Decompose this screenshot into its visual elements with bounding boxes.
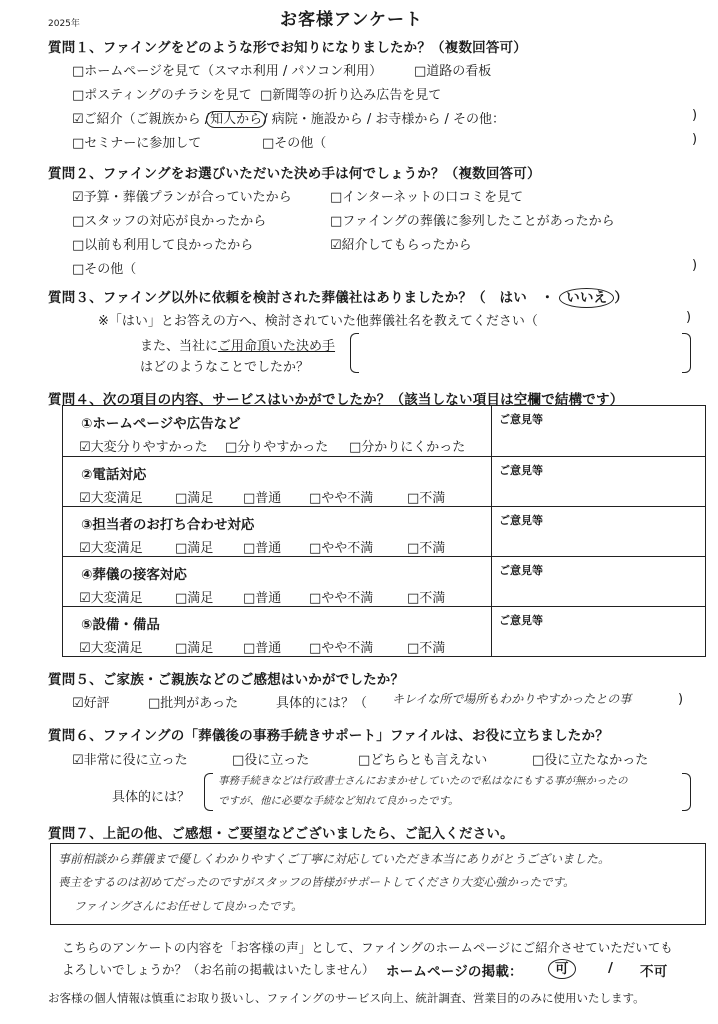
q3-deciding-line1 [140,335,335,354]
publish-slash: / [608,960,614,976]
q4-row-title: ③担当者のお打ち合わせ対応 [81,517,255,533]
q4-opt[interactable]: □満足 [175,591,214,606]
q4-row [62,457,706,507]
q6-bracket-left [204,773,213,811]
publish-deny-option[interactable]: 不可 [640,964,668,980]
q2-opt-staff[interactable]: □スタッフの対応が良かったから [72,214,267,229]
q3-question [48,286,628,306]
q5-close: ) [678,692,684,707]
q3-answer-circled: いいえ [559,288,614,308]
q3-bracket-right [682,333,691,373]
q3-close: ） [614,290,629,306]
q4-row-title: ①ホームページや広告など [81,416,241,432]
q4-opinion-label: ご意見等 [499,614,543,627]
q4-row-title: ④葬儀の接客対応 [81,567,187,583]
consent-line1: こちらのアンケートの内容を「お客様の声」として、ファイングのホームページにご紹介させていただいても [62,940,673,955]
q7-question: 質問７、上記の他、ご感想・ご要望などございましたら、ご記入ください。 [48,826,514,842]
q1-opt-posting[interactable]: □ポスティングのチラシを見て [72,88,252,103]
q4-opinion-label: ご意見等 [499,514,543,527]
q4-opinion-label: ご意見等 [499,564,543,577]
consent-line2: よろしいでしょうか？（お名前の掲載はいたしません） [62,962,375,977]
privacy-notice: お客様の個人情報は慎重にお取り扱いし、ファイングのサービス向上、統計調査、営業目的のみに使用いたします。 [48,991,645,1005]
q4-row [62,405,706,457]
checkbox-checked[interactable]: ☑ [72,112,84,127]
q4-opt[interactable]: □満足 [175,641,214,656]
q6-specific-label: 具体的には？ [112,790,191,805]
q1-opt-introduction[interactable] [72,108,505,127]
q4-opt[interactable]: □やや不満 [309,491,374,506]
q6-opt-very-useful[interactable]: ☑非常に役に立った [72,753,188,768]
q1-question: 質問１、ファイングをどのような形でお知りになりましたか？（複数回答可） [48,40,527,56]
q4-opt[interactable]: □不満 [407,541,446,556]
q5-handwritten-answer: キレイな所で場所もわかりやすかったとの事 [392,692,632,706]
q3-deciding-line2: はどのようなことでしたか？ [140,360,310,375]
q4-opt[interactable]: ☑大変満足 [79,641,143,656]
q3-question-text: 質問３、ファイング以外に依頼を検討された葬儀社はありましたか？（ はい ・ [48,290,555,306]
q4-opinion-label: ご意見等 [499,413,543,426]
publish-label: ホームページの掲載： [386,964,523,980]
q2-opt-attended[interactable]: □ファイングの葬儀に参列したことがあったから [330,214,615,229]
q3-note: ※「はい」とお答えの方へ、検討されていた他葬儀社名を教えてください（ [98,314,538,329]
q4-row-options [79,487,446,506]
q3-deciding-underlined: ご用命頂いた決め手 [218,339,336,354]
q6-opt-not-useful[interactable]: □役に立たなかった [532,753,649,768]
q4-row-options [79,436,466,455]
q4-opt[interactable]: □分りやすかった [225,440,329,455]
q1-intro-circled-choice: 知人から [206,111,266,128]
q4-opt[interactable]: □やや不満 [309,541,374,556]
q4-opt[interactable]: □普通 [243,641,282,656]
q4-row-options [79,587,446,606]
q4-opt[interactable]: ☑大変分りやすかった [79,440,208,455]
q4-opt[interactable]: ☑大変満足 [79,541,143,556]
year-label: 2025年 [48,19,80,29]
q4-opt[interactable]: □不満 [407,641,446,656]
q4-opt[interactable]: □分かりにくかった [349,440,466,455]
q4-opt[interactable]: □不満 [407,591,446,606]
q4-question: 質問４、次の項目の内容、サービスはいかがでしたか？（該当しない項目は空欄で結構です） [48,392,624,408]
q6-bracket-right [682,773,691,811]
q4-row-title: ②電話対応 [81,467,147,483]
q5-specific-label: 具体的には？（ [276,696,368,711]
q1-opt-homepage[interactable]: □ホームページを見て（スマホ利用 / パソコン利用） [72,64,383,79]
q5-question: 質問５、ご家族・ご親族などのご感想はいかがでしたか？ [48,672,405,688]
q4-row-title: ⑤設備・備品 [81,617,160,633]
page-title: お客様アンケート [280,10,423,30]
q2-opt-used[interactable]: □以前も利用して良かったから [72,238,254,253]
q4-opt[interactable]: □満足 [175,541,214,556]
q4-opt[interactable]: ☑大変満足 [79,491,143,506]
q2-question: 質問２、ファイングをお選びいただいた決め手は何でしょうか？（複数回答可） [48,166,541,182]
q6-handwritten-line1: 事務手続きなどは行政書士さんにおまかせしていたので私はなにもする事が無かったの [218,775,628,787]
q4-opt[interactable]: □普通 [243,541,282,556]
q2-opt-plan[interactable]: ☑予算・葬儀プランが合っていたから [72,190,292,205]
q1-intro-text-b: / 病院・施設から / お寺様から / その他： [263,112,505,127]
q5-opt-critic[interactable]: □批判があった [148,696,239,711]
q4-opt[interactable]: □やや不満 [309,591,374,606]
q1-opt-seminar[interactable]: □セミナーに参加して [72,136,202,151]
q4-opt[interactable]: □普通 [243,591,282,606]
q4-opt[interactable]: □不満 [407,491,446,506]
q6-opt-useful[interactable]: □役に立った [232,753,310,768]
q4-opt[interactable]: □やや不満 [309,641,374,656]
q1-close-paren-1: ) [692,108,698,123]
q4-row [62,557,706,607]
q6-question: 質問６、ファイングの「葬儀後の事務手続きサポート」ファイルは、お役に立ちましたか？ [48,728,609,744]
q4-opinion-label: ご意見等 [499,464,543,477]
q5-opt-good[interactable]: ☑好評 [72,696,110,711]
q4-row-options [79,637,446,656]
q2-opt-other[interactable]: □その他（ [72,262,137,277]
q2-opt-referred[interactable]: ☑紹介してもらったから [330,238,472,253]
q6-handwritten-line2: ですが、他に必要な手続など知れて良かったです。 [218,795,459,807]
q1-opt-other[interactable]: □その他（ [262,136,327,151]
q3-note-close: ) [686,310,692,325]
q3-bracket-left [350,333,359,373]
q1-close-paren-2: ) [692,132,698,147]
q7-handwritten-line3: ファイングさんにお任せして良かったです。 [74,899,303,913]
q2-close-paren: ) [692,258,698,273]
q1-opt-sign[interactable]: □道路の看板 [414,64,492,79]
q7-handwritten-line1: 事前相談から葬儀まで優しくわかりやすくご丁寧に対応していただき本当にありがとうございました。 [58,852,611,866]
q1-intro-text-a: ご紹介（ご親族から / [83,112,210,127]
q2-opt-review[interactable]: □インターネットの口コミを見て [330,190,524,205]
q7-handwritten-line2: 喪主をするのは初めてだったのですがスタッフの皆様がサポートしてくださり大変心強かったです。 [58,875,575,889]
q4-opt[interactable]: □普通 [243,491,282,506]
q3-deciding-a: また、当社に [140,339,219,354]
publish-allow-option[interactable] [548,957,576,977]
q1-opt-newspaper[interactable]: □新聞等の折り込み広告を見て [260,88,442,103]
q4-opt[interactable]: □満足 [175,491,214,506]
q4-row [62,607,706,657]
publish-allow-circled[interactable]: 可 [548,959,576,979]
q4-row [62,507,706,557]
q4-row-options [79,537,446,556]
q4-opt[interactable]: ☑大変満足 [79,591,143,606]
q6-opt-neither[interactable]: □どちらとも言えない [358,753,488,768]
